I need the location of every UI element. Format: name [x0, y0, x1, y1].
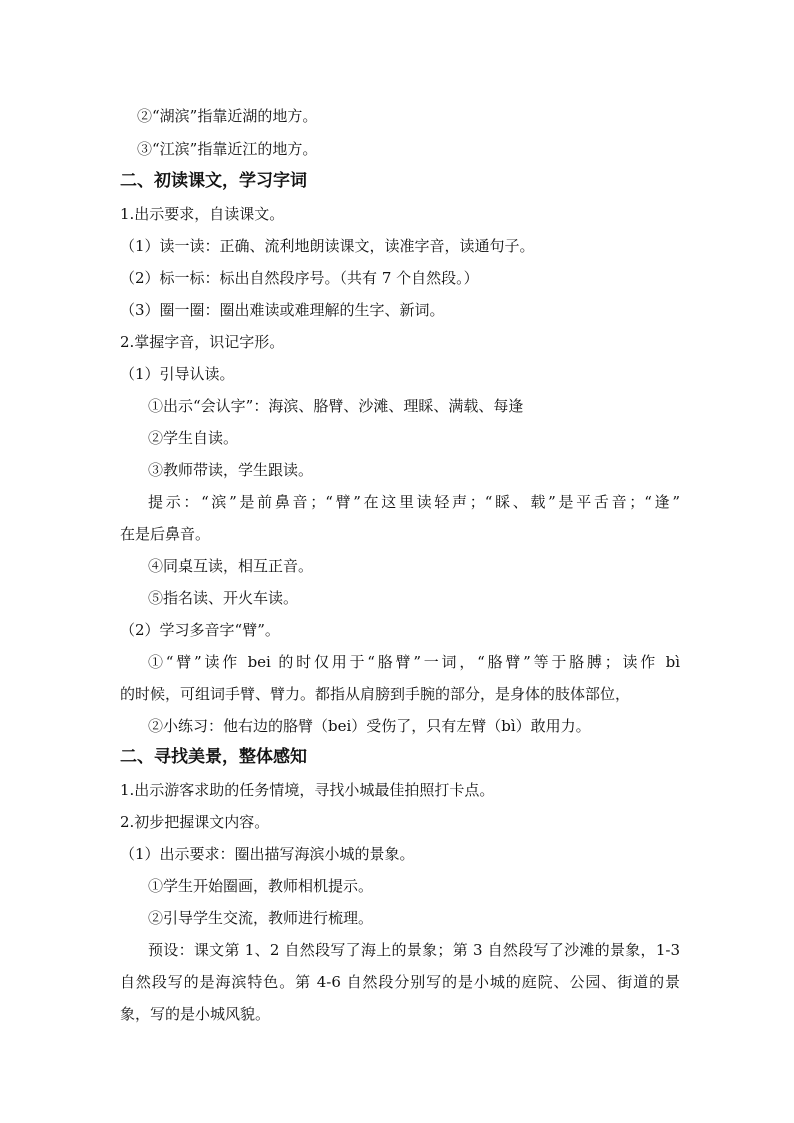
hint-line-1: 提示：“滨”是前鼻音；“臂”在这里读轻声；“睬、载”是平舌音；“逢”: [148, 493, 680, 511]
step-1-item-1: （1）读一读：正确、流利地朗读课文，读准字音，读通句子。: [120, 237, 535, 255]
scenery-item-1: （1）出示要求：圈出描写海滨小城的景象。: [120, 845, 415, 863]
practice-line: ②小练习：他右边的胳臂（bei）受伤了，只有左臂（bì）敢用力。: [148, 717, 591, 735]
step-2-title: 2.掌握字音，识记字形。: [120, 333, 285, 351]
scenery-step-2: 2.初步把握课文内容。: [120, 813, 270, 831]
preset-line-1: 预设：课文第 1、2 自然段写了海上的景象；第 3 自然段写了沙滩的景象，1-3: [148, 941, 680, 959]
step-2-item-2: （2）学习多音字“臂”。: [120, 621, 280, 639]
teacher-lead-line: ③教师带读，学生跟读。: [148, 461, 314, 479]
peer-read-line: ④同桌互读，相互正音。: [148, 557, 314, 575]
preset-line-3: 象，写的是小城风貌。: [120, 1005, 271, 1023]
polyphone-line-1: ①“臂”读作 bei 的时仅用于“胳臂”一词，“胳臂”等于胳膊；读作 bì: [148, 653, 680, 671]
section-heading-first-reading: 二、初读课文，学习字词: [120, 171, 307, 191]
step-2-item-1: （1）引导认读。: [120, 365, 235, 383]
hint-line-2: 在是后鼻音。: [120, 525, 211, 543]
circle-line: ①学生开始圈画，教师相机提示。: [148, 877, 374, 895]
named-read-line: ⑤指名读、开火车读。: [148, 589, 299, 607]
polyphone-line-2: 的时候，可组词手臂、臂力。都指从肩膀到手腕的部分，是身体的肢体部位，: [120, 685, 631, 703]
scenery-step-1: 1.出示游客求助的任务情境，寻找小城最佳拍照打卡点。: [120, 781, 495, 799]
step-1-item-2: （2）标一标：标出自然段序号。（共有 7 个自然段。）: [120, 269, 479, 287]
note-riverside: ③“江滨”指靠近江的地方。: [137, 140, 318, 158]
section-heading-scenery: 二、寻找美景，整体感知: [120, 747, 307, 767]
self-read-line: ②学生自读。: [148, 429, 239, 447]
preset-line-2: 自然段写的是海滨特色。第 4-6 自然段分别写的是小城的庭院、公园、街道的景: [120, 973, 680, 991]
step-1-title: 1.出示要求，自读课文。: [120, 205, 285, 223]
note-lakeside: ②“湖滨”指靠近湖的地方。: [137, 107, 318, 125]
recognize-words-line: ①出示“会认字”：海滨、胳臂、沙滩、理睬、满载、每逢: [148, 397, 524, 415]
step-1-item-3: （3）圈一圈：圈出难读或难理解的生字、新词。: [120, 301, 445, 319]
exchange-line: ②引导学生交流，教师进行梳理。: [148, 909, 374, 927]
